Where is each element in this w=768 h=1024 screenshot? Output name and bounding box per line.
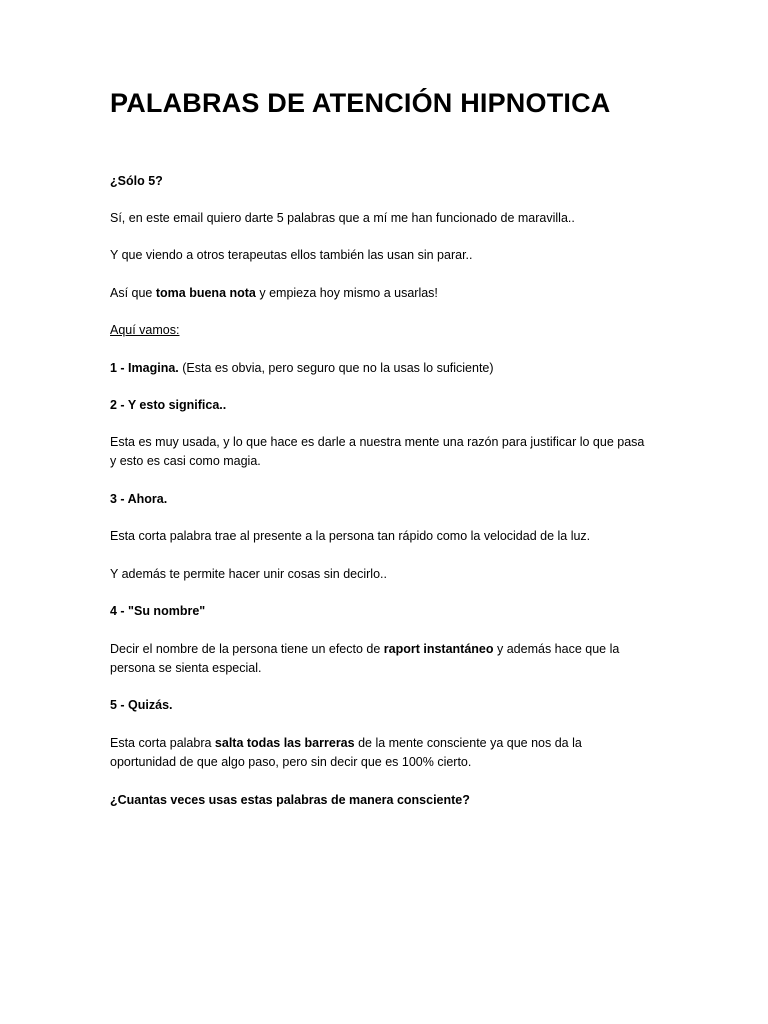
item-2-heading: 2 - Y esto significa.. xyxy=(110,398,227,412)
paragraph-quizas-line-2: oportunidad de que algo paso, pero sin decir que es 100% cierto. xyxy=(110,755,472,769)
item-4-heading: 4 - "Su nombre" xyxy=(110,604,206,618)
item-1-imagina xyxy=(110,359,670,378)
paragraph-quizas-line-1 xyxy=(110,734,670,753)
question-solo: ¿Sólo 5? xyxy=(110,174,163,188)
raport-instantaneo-emphasis: raport instantáneo xyxy=(383,642,494,656)
salta-barreras-emphasis: salta todas las barreras xyxy=(214,736,355,750)
paragraph-toma-nota-start: Así que xyxy=(110,286,156,300)
paragraph-toma-nota xyxy=(110,284,670,303)
paragraph-nombre-line-1 xyxy=(110,640,670,659)
paragraph-toma-nota-end: y empieza hoy mismo a usarlas! xyxy=(255,286,438,300)
paragraph-nombre-line-2: persona se sienta especial. xyxy=(110,661,262,675)
toma-buena-nota-emphasis: toma buena nota xyxy=(155,286,256,300)
item-5-heading: 5 - Quizás. xyxy=(110,698,173,712)
paragraph-email: Sí, en este email quiero darte 5 palabras que a mí me han funcionado de maravilla.. xyxy=(110,211,575,225)
paragraph-usada-line-2: y esto es casi como magia. xyxy=(110,454,261,468)
item-1-note: (Esta es obvia, pero seguro que no la usas lo suficiente) xyxy=(178,361,494,375)
paragraph-usada-line-1: Esta es muy usada, y lo que hace es darle a nuestra mente una razón para justificar lo que pasa xyxy=(110,435,645,449)
item-1-heading: 1 - Imagina. xyxy=(110,361,179,375)
paragraph-quizas-end: de la mente consciente ya que nos da la xyxy=(354,736,582,750)
item-3-heading: 3 - Ahora. xyxy=(110,492,168,506)
paragraph-terapeutas: Y que viendo a otros terapeutas ellos también las usan sin parar.. xyxy=(110,248,473,262)
closing-question: ¿Cuantas veces usas estas palabras de manera consciente? xyxy=(110,793,470,807)
document-title: PALABRAS DE ATENCIÓN HIPNOTICA xyxy=(110,88,611,118)
paragraph-ademas: Y además te permite hacer unir cosas sin decirlo.. xyxy=(110,567,387,581)
paragraph-ahora: Esta corta palabra trae al presente a la persona tan rápido como la velocidad de la luz. xyxy=(110,529,591,543)
paragraph-nombre-start: Decir el nombre de la persona tiene un efecto de xyxy=(110,642,384,656)
aqui-vamos-heading: Aquí vamos: xyxy=(110,323,180,337)
paragraph-quizas-start: Esta corta palabra xyxy=(110,736,215,750)
paragraph-nombre-end: y además hace que la xyxy=(493,642,620,656)
